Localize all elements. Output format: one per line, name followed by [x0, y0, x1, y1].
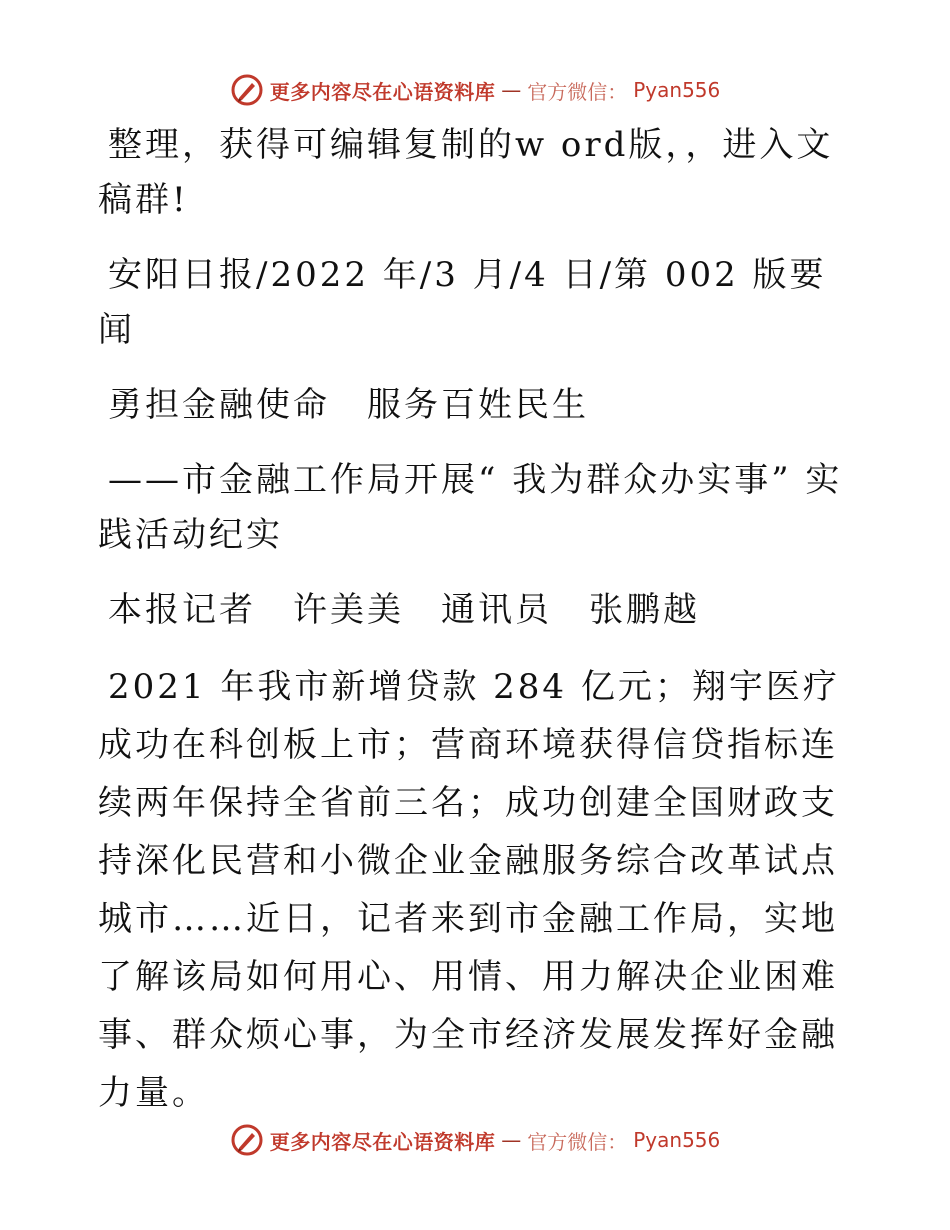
pen-logo-icon [230, 1123, 264, 1157]
lead-paragraph: 2021 年我市新增贷款 284 亿元；翔宇医疗成功在科创板上市；营商环境获得信贷指标连续两年保持全省前三名；成功创建全国财政支持深化民营和小微企业金融服务综合改革试点城市……近日，记者来到市金融工作局，实地了解该局如何用心、用情、用力解决企业困难事、群众烦心事，为全市经济发展发挥好金融力量。 [98, 667, 840, 1113]
source-line: 安阳日报/2022 年/3 月/4 日/第 002 版要闻 [98, 255, 827, 350]
watermark-dash: — [501, 1128, 522, 1152]
watermark-dash: — [501, 78, 522, 102]
watermark-footer [0, 1120, 950, 1160]
watermark-header [0, 70, 950, 110]
watermark-site-text: 更多内容尽在心语资料库 [269, 1129, 496, 1154]
document-body [98, 118, 858, 1142]
article-title: 勇担金融使命 服务百姓民生 [108, 385, 589, 425]
watermark-wechat-label: 官方微信： [527, 79, 628, 104]
watermark-wechat-id: Pyan556 [633, 1128, 721, 1152]
article-subtitle: ——市金融工作局开展“ 我为群众办实事” 实践活动纪实 [98, 460, 843, 555]
watermark-wechat-id: Pyan556 [633, 78, 721, 102]
watermark-wechat-label: 官方微信： [527, 1129, 628, 1154]
pen-logo-icon [230, 73, 264, 107]
intro-note: 整理，获得可编辑复制的w ord版，，进入文稿群! [98, 125, 834, 220]
byline: 本报记者 许美美 通讯员 张鹏越 [108, 590, 700, 630]
watermark-site-text: 更多内容尽在心语资料库 [269, 79, 496, 104]
